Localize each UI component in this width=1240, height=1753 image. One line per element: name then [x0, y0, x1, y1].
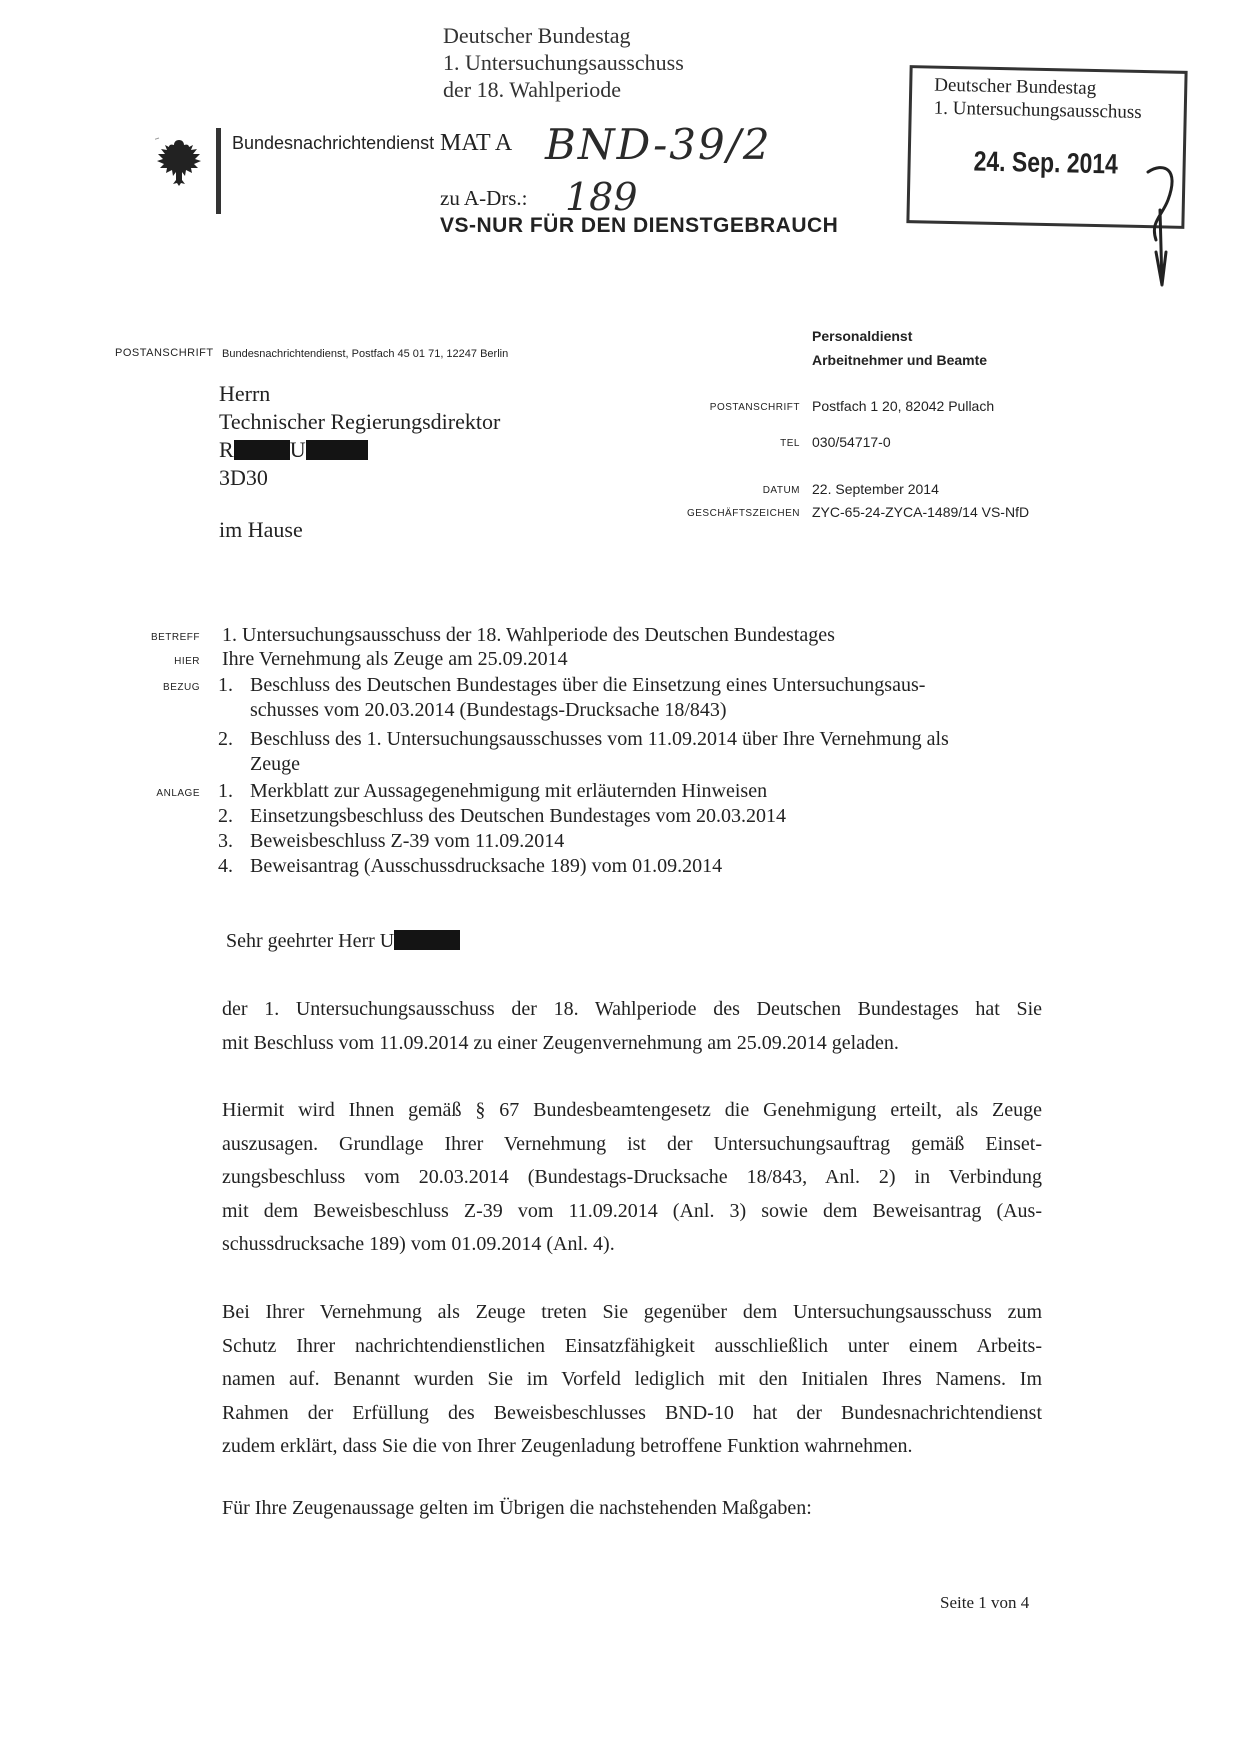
bezug-item-1-num: 1.: [218, 674, 233, 696]
recipient-title: Technischer Regierungsdirektor: [219, 409, 501, 434]
betreff-text: 1. Untersuchungsausschuss der 18. Wahlperiode des Deutschen Bundestages: [222, 624, 835, 646]
paragraph-3-line-2: Schutz Ihrer nachrichtendienstlichen Einsatzfähigkeit ausschließlich unter einem Arbeits-: [222, 1334, 1042, 1357]
bezug-item-2-line-1: Beschluss des 1. Untersuchungsausschusses vom 11.09.2014 über Ihre Vernehmung als: [250, 728, 949, 750]
paragraph-2: [222, 1094, 1042, 1262]
logo-divider: [216, 128, 221, 214]
anlage-item-3-num: 3.: [218, 830, 233, 852]
recipient-initial-first: R: [219, 437, 234, 462]
mat-label-text: MAT A: [440, 130, 513, 156]
paragraph-1-line-2: mit Beschluss vom 11.09.2014 zu einer Zeugenvernehmung am 25.09.2014 geladen.: [222, 1031, 899, 1054]
anlage-item-1-text: Merkblatt zur Aussagegenehmigung mit erläuternden Hinweisen: [250, 780, 768, 802]
paragraph-1: [222, 993, 1042, 1060]
anlage-item-4-text: Beweisantrag (Ausschussdrucksache 189) vom 01.09.2014: [250, 855, 723, 877]
anlage-item-4-num: 4.: [218, 855, 233, 877]
anlage-item-2-num: 2.: [218, 805, 233, 827]
anlage-item-2-text: Einsetzungsbeschluss des Deutschen Bundestages vom 20.03.2014: [250, 805, 787, 827]
bundestag-line-3: der 18. Wahlperiode: [443, 77, 622, 102]
recipient-salutation: Herrn: [219, 381, 271, 406]
department-line-2: Arbeitnehmer und Beamte: [812, 352, 988, 368]
adrs-label: zu A-Drs.:: [440, 186, 528, 210]
hier-label: HIER: [174, 656, 200, 667]
stamp-line-1: Deutscher Bundestag: [934, 74, 1097, 100]
paragraph-3-line-5: zudem erklärt, dass Sie die von Ihrer Zeugenladung betroffene Funktion wahrnehmen.: [222, 1435, 913, 1457]
recipient-location: im Hause: [219, 517, 303, 542]
stamp-line-2: 1. Untersuchungsausschuss: [933, 97, 1142, 123]
meta-zeichen-label: GESCHÄFTSZEICHEN: [686, 508, 800, 519]
redaction-block: [394, 930, 460, 950]
recipient-address: [219, 380, 500, 492]
paragraph-3-line-1: Bei Ihrer Vernehmung als Zeuge treten Sie gegenüber dem Untersuchungsausschuss zum: [222, 1301, 1042, 1323]
paragraph-3: [222, 1296, 1042, 1464]
mat-label: [440, 130, 512, 157]
paragraph-3-line-3: namen auf. Benannt wurden Sie im Vorfeld lediglich mit den Initialen Ihres Namens. Im: [222, 1368, 1042, 1390]
meta-postanschrift-value: Postfach 1 20, 82042 Pullach: [812, 398, 995, 414]
redaction-block: [234, 440, 290, 460]
greeting-text: Sehr geehrter Herr U: [226, 930, 395, 952]
agency-name: Bundesnachrichtendienst: [232, 133, 435, 153]
paragraph-3-line-4: Rahmen der Erfüllung des Beweisbeschlusses BND-10 hat der Bundesnachrichtendienst: [222, 1401, 1042, 1424]
paragraph-2-line-4: mit dem Beweisbeschluss Z-39 vom 11.09.2014 (Anl. 3) sowie dem Beweisantrag (Aus-: [222, 1199, 1042, 1222]
bundestag-header: [443, 22, 684, 103]
meta-zeichen-value: ZYC-65-24-ZYCA-1489/14 VS-NfD: [812, 504, 1030, 520]
anlage-label: ANLAGE: [156, 788, 200, 799]
anlage-item-3-text: Beweisbeschluss Z-39 vom 11.09.2014: [250, 830, 565, 852]
meta-tel-label: TEL: [780, 438, 800, 449]
paragraph-2-line-1: Hiermit wird Ihnen gemäß § 67 Bundesbeamtengesetz die Genehmigung erteilt, als Zeuge: [222, 1099, 1042, 1121]
hier-text: Ihre Vernehmung als Zeuge am 25.09.2014: [222, 648, 568, 670]
bezug-label: BEZUG: [163, 682, 200, 693]
stamp-date: 24. Sep. 2014: [973, 145, 1119, 180]
meta-postanschrift-label: POSTANSCHRIFT: [709, 402, 800, 413]
sender-address: Bundesnachrichtendienst, Postfach 45 01 71, 12247 Berlin: [222, 348, 509, 360]
bezug-item-2-line-2: Zeuge: [250, 753, 300, 775]
mat-handwritten: BND-39/2: [545, 120, 772, 169]
recipient-name: [219, 436, 500, 464]
paragraph-2-line-2: auszusagen. Grundlage Ihrer Vernehmung ist der Untersuchungsauftrag gemäß Einset-: [222, 1132, 1042, 1155]
greeting: [226, 930, 460, 953]
bezug-item-1-line-1: Beschluss des Deutschen Bundestages über die Einsetzung eines Untersuchungsaus-: [250, 674, 926, 696]
bezug-item-1-line-2: schusses vom 20.03.2014 (Bundestags-Drucksache 18/843): [250, 699, 727, 721]
bundestag-line-1: Deutscher Bundestag: [443, 23, 631, 48]
sender-label: POSTANSCHRIFT: [115, 347, 214, 359]
adrs-handwritten: 189: [565, 175, 638, 219]
paragraph-4: Für Ihre Zeugenaussage gelten im Übrigen die nachstehenden Maßgaben:: [222, 1497, 812, 1519]
meta-datum-label: DATUM: [762, 485, 800, 496]
recipient-initial-last: U: [289, 437, 306, 462]
page-number: Seite 1 von 4: [940, 1593, 1030, 1612]
paragraph-2-line-5: schussdrucksache 189) vom 01.09.2014 (Anl. 4).: [222, 1233, 615, 1255]
redaction-block: [306, 440, 368, 460]
recipient-room: 3D30: [219, 465, 268, 490]
department: [812, 324, 987, 372]
bezug-item-2-num: 2.: [218, 728, 233, 750]
department-line-1: Personaldienst: [812, 328, 913, 344]
bundestag-line-2: 1. Untersuchungsausschuss: [443, 50, 684, 75]
paragraph-1-line-1: der 1. Untersuchungsausschuss der 18. Wahlperiode des Deutschen Bundestages hat Sie: [222, 998, 1042, 1020]
handwritten-mark-icon: [1128, 160, 1188, 300]
meta-tel-value: 030/54717-0: [812, 434, 891, 450]
paragraph-2-line-3: zungsbeschluss vom 20.03.2014 (Bundestags-Drucksache 18/843, Anl. 2) in Verbindung: [222, 1166, 1042, 1188]
betreff-label: BETREFF: [150, 632, 200, 643]
meta-datum-value: 22. September 2014: [812, 481, 939, 497]
anlage-item-1-num: 1.: [218, 780, 233, 802]
federal-eagle-icon: [155, 136, 203, 188]
classification-marking: VS-NUR FÜR DEN DIENSTGEBRAUCH: [440, 214, 839, 237]
